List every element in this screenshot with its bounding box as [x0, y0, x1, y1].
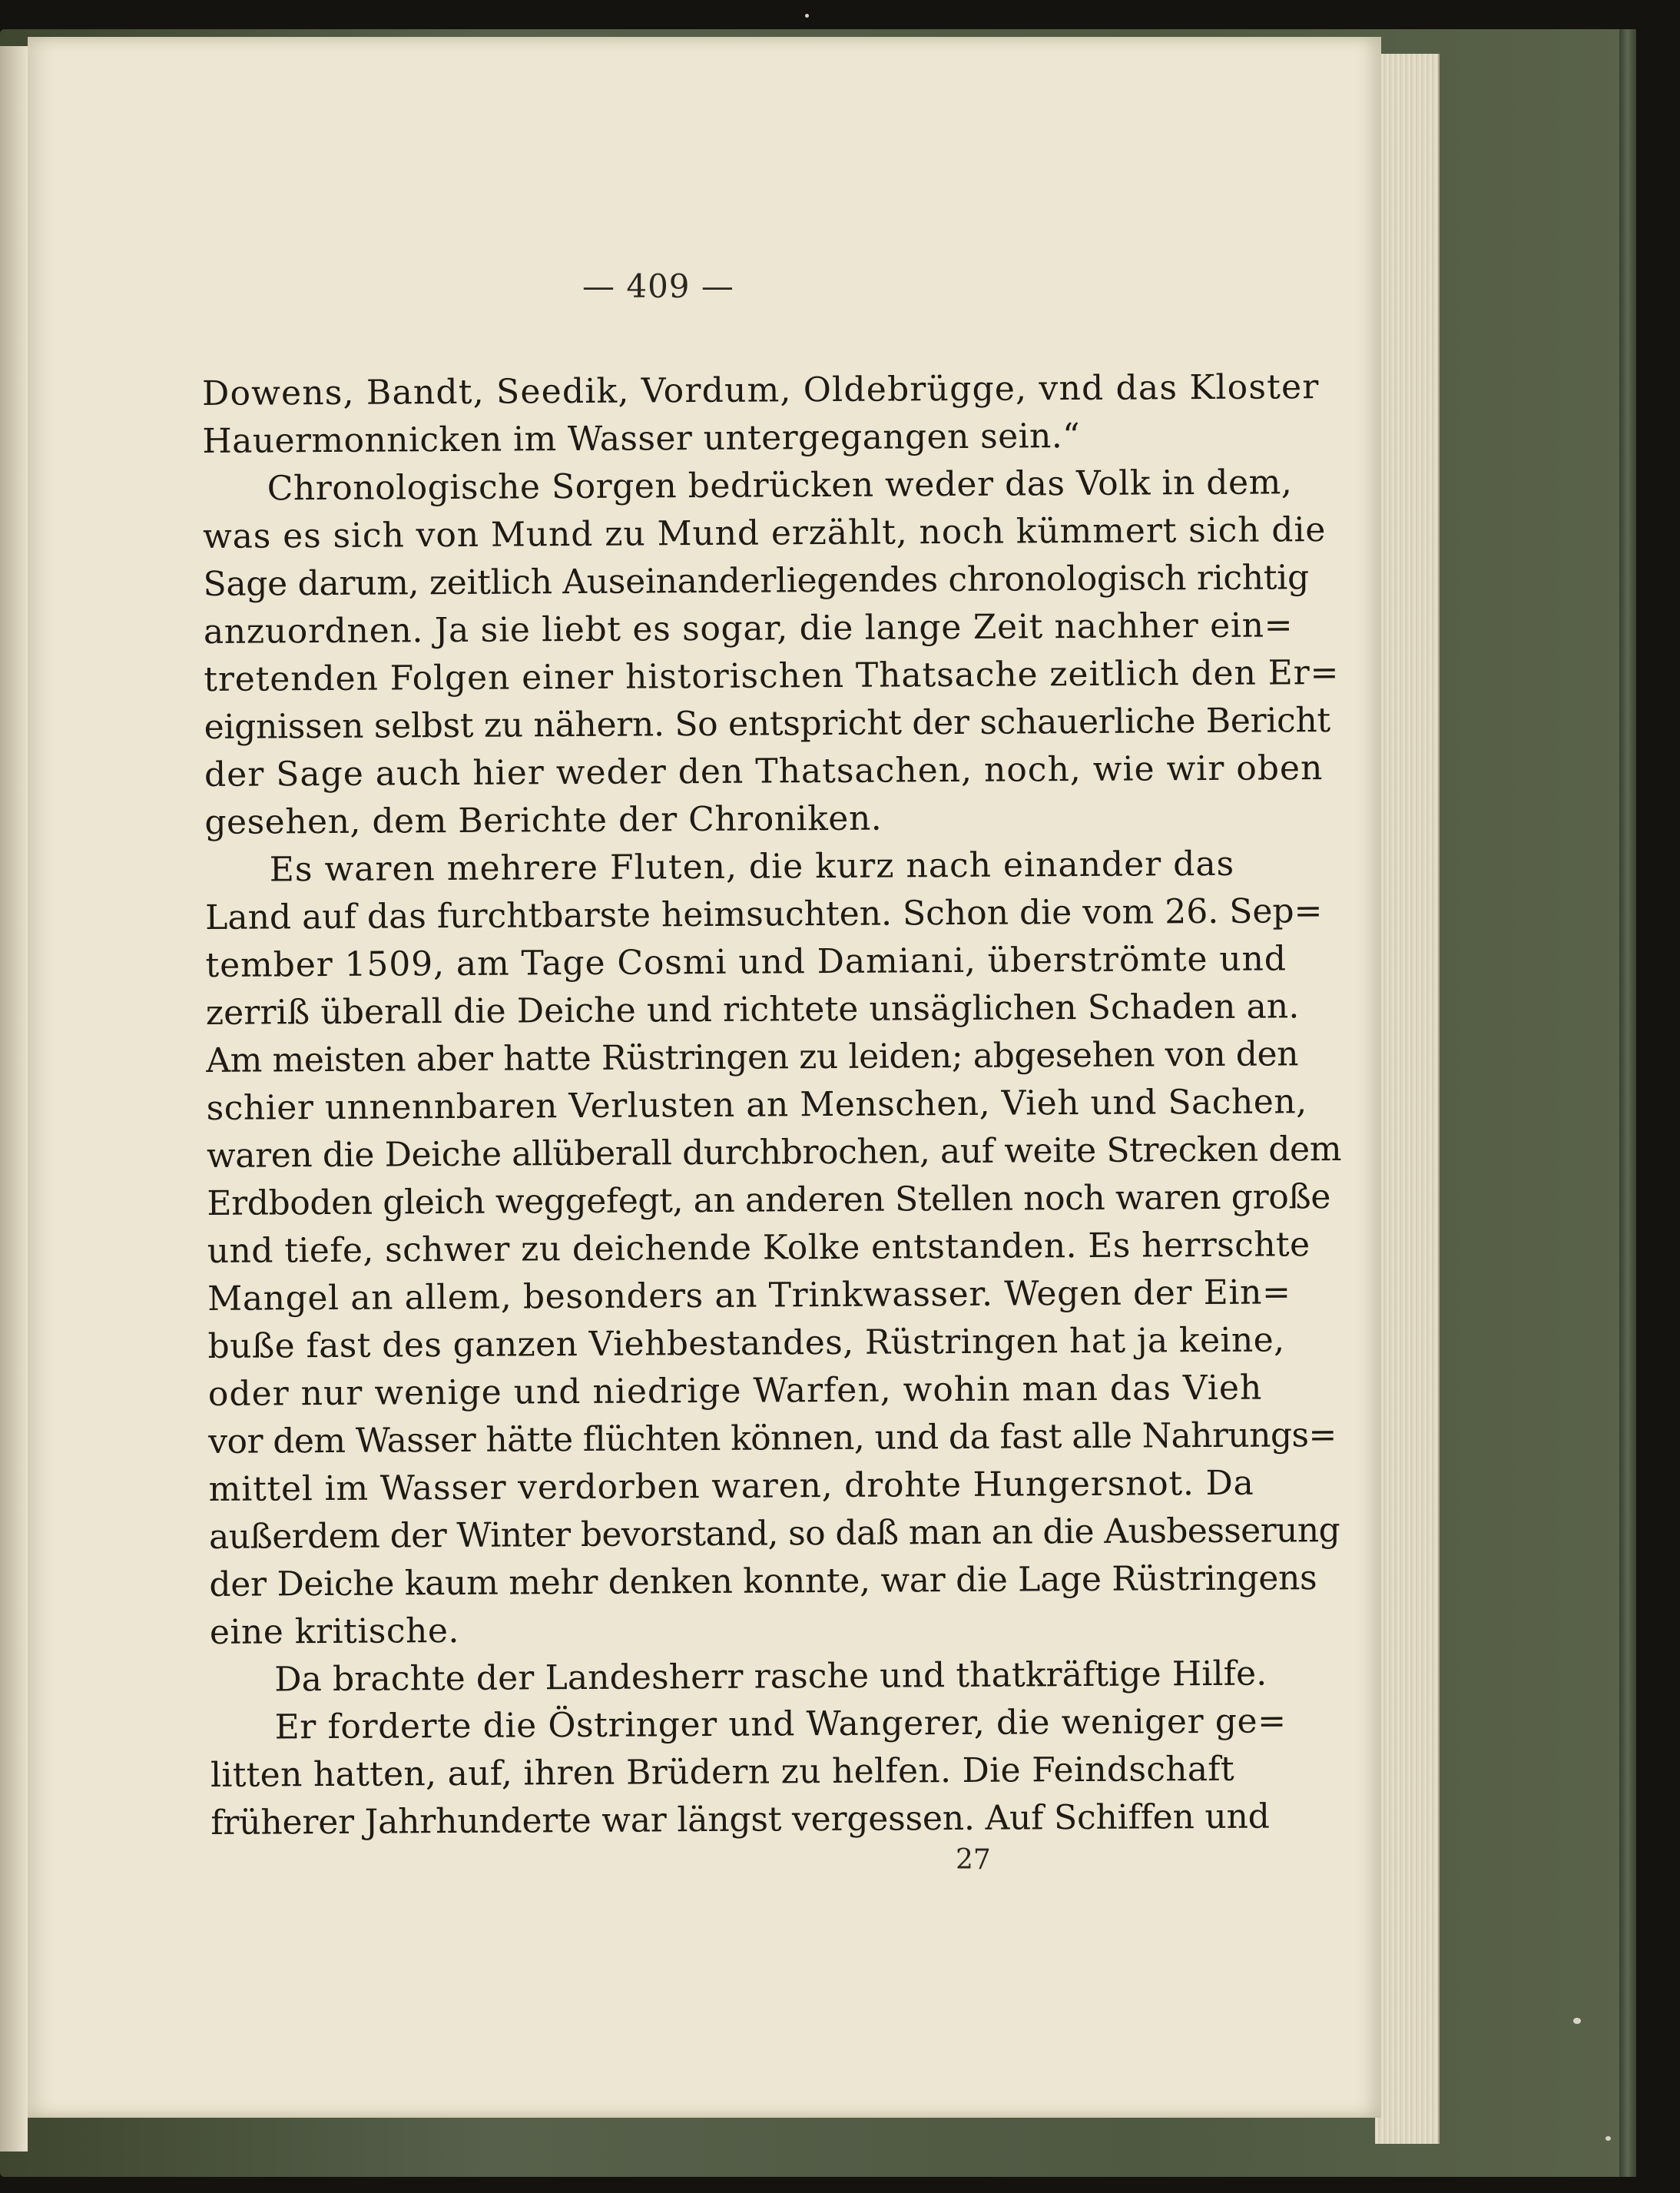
- text-line: was es sich von Mund zu Mund erzählt, noch kümmert sich die: [202, 510, 1327, 556]
- text-line: eine kritische.: [209, 1611, 460, 1652]
- text-line: Dowens, Bandt, Seedik, Vordum, Oldebrügge, vnd das Kloster: [201, 367, 1320, 413]
- text-line: Es waren mehrere Fluten, die kurz nach einander das: [269, 844, 1235, 890]
- text-line: Hauermonnicken im Wasser untergegangen sein.“: [202, 416, 1081, 461]
- text-line: gesehen, dem Berichte der Chroniken.: [204, 798, 883, 842]
- book-page: [28, 37, 1381, 2118]
- text-line: litten hatten, auf, ihren Brüdern zu helfen. Die Feindschaft: [210, 1749, 1235, 1795]
- text-line: tretenden Folgen einer historischen Thatsache zeitlich den Er=: [204, 652, 1340, 699]
- text-line: Land auf das furchtbarste heimsuchten. Schon die vom 26. Sep=: [205, 891, 1323, 937]
- text-line: Er forderte die Östringer und Wangerer, die weniger ge=: [274, 1701, 1287, 1747]
- text-line: Chronologische Sorgen bedrücken weder das Volk in dem,: [267, 463, 1293, 509]
- page-edges: [1375, 54, 1440, 2144]
- text-line: buße fast des ganzen Viehbestandes, Rüstringen hat ja keine,: [207, 1320, 1285, 1366]
- text-line: eignissen selbst zu nähern. So entspricht der schauerliche Bericht: [204, 701, 1331, 747]
- text-line: waren die Deiche allüberall durchbrochen, auf weite Strecken dem: [206, 1129, 1342, 1176]
- text-line: Sage darum, zeitlich Auseinanderliegendes chronologisch richtig: [203, 558, 1310, 604]
- text-line: tember 1509, am Tage Cosmi und Damiani, überströmte und: [205, 939, 1287, 985]
- text-line: außerdem der Winter bevorstand, so daß man an die Ausbesserung: [208, 1510, 1340, 1557]
- dust-speck: [1605, 2136, 1611, 2141]
- text-line: Da brachte der Landesherr rasche und thatkräftige Hilfe.: [274, 1654, 1267, 1700]
- text-line: schier unnennbaren Verlusten an Menschen, Vieh und Sachen,: [206, 1082, 1307, 1128]
- text-line: früherer Jahrhunderte war längst vergessen. Auf Schiffen und: [210, 1797, 1270, 1843]
- signature-mark: 27: [956, 1844, 991, 1876]
- cover-edge: [1619, 29, 1636, 2177]
- text-line: Am meisten aber hatte Rüstringen zu leiden; abgesehen von den: [206, 1034, 1299, 1080]
- facing-page-edge: [0, 46, 28, 2152]
- text-line: Erdboden gleich weggefegt, an anderen Stellen noch waren große: [207, 1177, 1331, 1223]
- text-line: Mangel an allem, besonders an Trinkwasser. Wegen der Ein=: [207, 1272, 1291, 1319]
- text-line: anzuordnen. Ja sie liebt es sogar, die lange Zeit nachher ein=: [203, 605, 1294, 652]
- text-line: vor dem Wasser hätte flüchten können, und da fast alle Nahrungs=: [208, 1415, 1337, 1461]
- dust-speck: [1573, 2018, 1581, 2024]
- page-number: — 409 —: [582, 267, 734, 305]
- text-line: oder nur wenige und niedrige Warfen, wohin man das Vieh: [207, 1368, 1263, 1414]
- text-line: zerriß überall die Deiche und richtete unsäglichen Schaden an.: [205, 987, 1300, 1033]
- text-line: mittel im Wasser verdorben waren, drohte Hungersnot. Da: [208, 1463, 1254, 1509]
- text-line: und tiefe, schwer zu deichende Kolke entstanden. Es herrschte: [207, 1225, 1311, 1271]
- text-line: der Sage auch hier weder den Thatsachen, noch, wie wir oben: [204, 748, 1324, 795]
- dust-speck: [805, 14, 809, 18]
- text-line: der Deiche kaum mehr denken konnte, war die Lage Rüstringens: [209, 1558, 1317, 1604]
